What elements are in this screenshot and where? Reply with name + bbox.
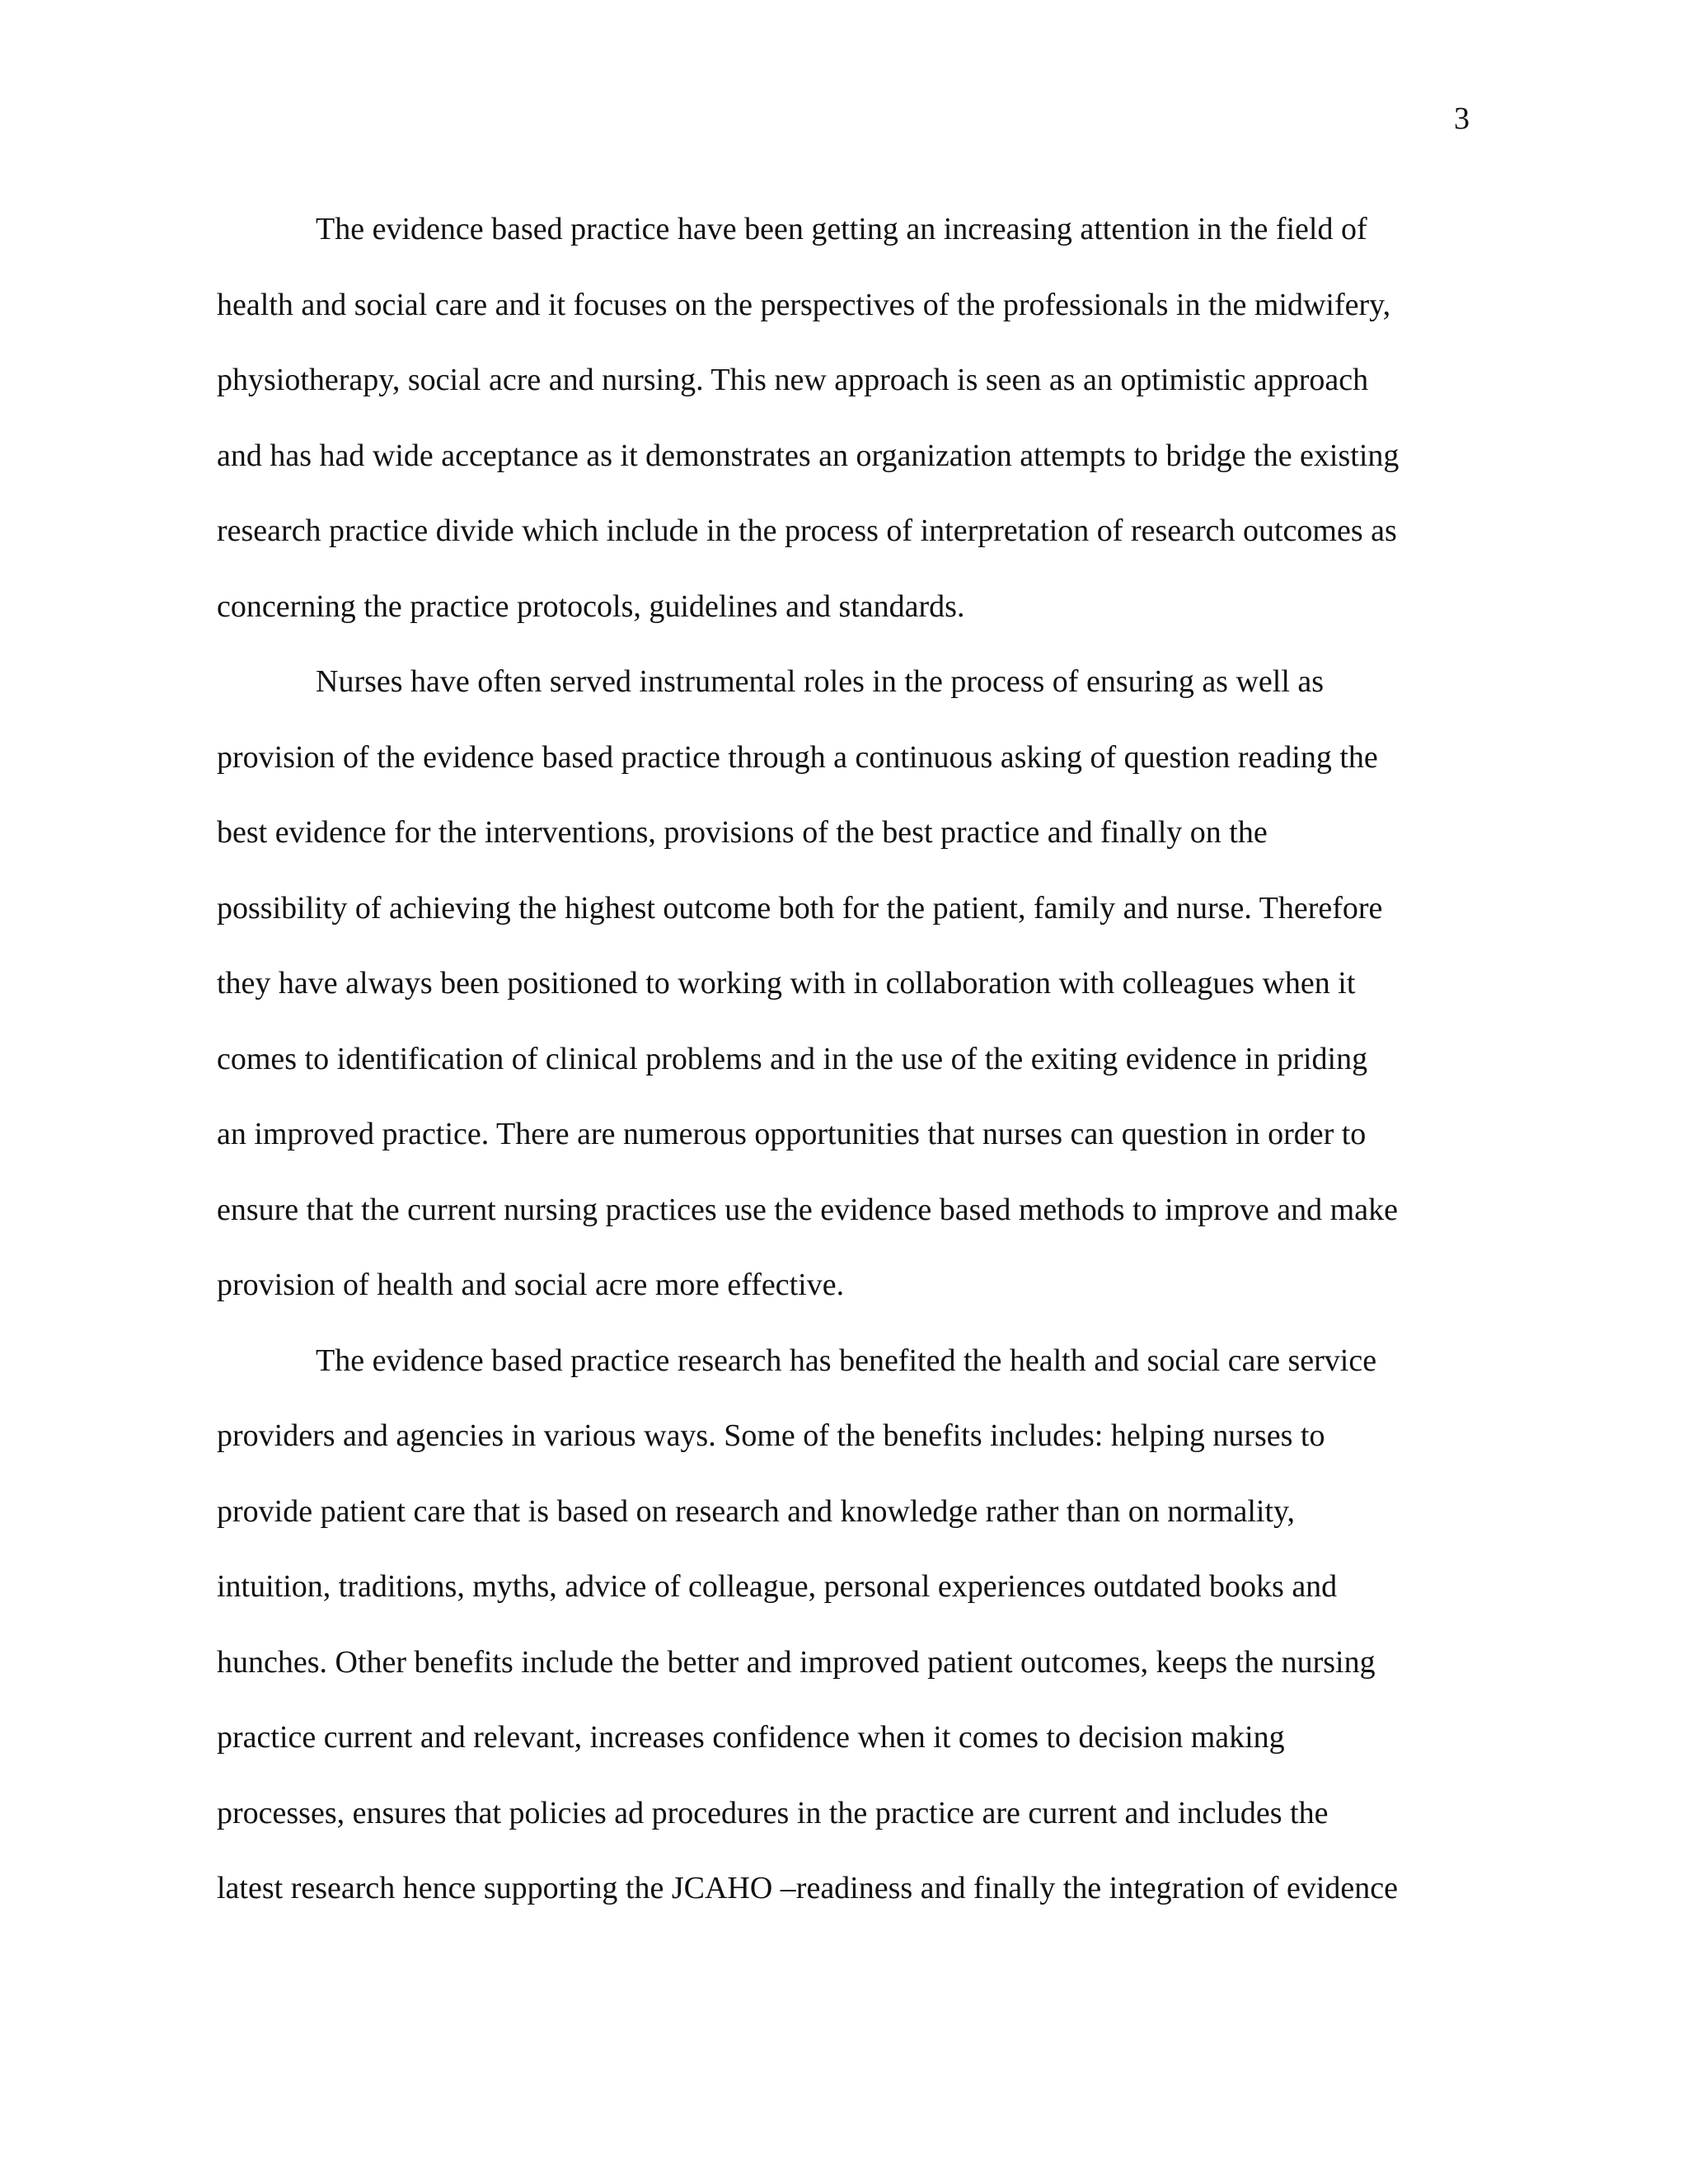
text-line: providers and agencies in various ways. Some of the benefits includes: helping nurses to bbox=[217, 1418, 1325, 1453]
paragraph-2 bbox=[217, 644, 1478, 1324]
text-line: latest research hence supporting the JCAHO –readiness and finally the integration of evidence bbox=[217, 1871, 1398, 1905]
text-line: Nurses have often served instrumental roles in the process of ensuring as well as bbox=[316, 664, 1325, 699]
text-line: The evidence based practice research has benefited the health and social care service bbox=[316, 1343, 1377, 1378]
text-line: health and social care and it focuses on the perspectives of the professionals in the midwifery, bbox=[217, 287, 1391, 322]
text-line: processes, ensures that policies ad procedures in the practice are current and includes the bbox=[217, 1795, 1329, 1830]
paragraph-1 bbox=[217, 192, 1478, 644]
page-number: 3 bbox=[1454, 101, 1470, 136]
text-line: possibility of achieving the highest outcome both for the patient, family and nurse. Therefore bbox=[217, 890, 1383, 926]
text-line: ensure that the current nursing practices use the evidence based methods to improve and make bbox=[217, 1192, 1398, 1227]
text-line: The evidence based practice have been getting an increasing attention in the field of bbox=[316, 212, 1367, 246]
text-line: physiotherapy, social acre and nursing. This new approach is seen as an optimistic approach bbox=[217, 363, 1369, 397]
text-line: an improved practice. There are numerous opportunities that nurses can question in order to bbox=[217, 1117, 1367, 1151]
text-line: best evidence for the interventions, provisions of the best practice and finally on the bbox=[217, 815, 1268, 850]
text-line: research practice divide which include in the process of interpretation of research outcomes as bbox=[217, 513, 1397, 548]
document-body bbox=[217, 192, 1478, 1927]
text-line: provide patient care that is based on research and knowledge rather than on normality, bbox=[217, 1493, 1296, 1529]
text-line: provision of health and social acre more effective. bbox=[217, 1268, 845, 1302]
text-line: concerning the practice protocols, guidelines and standards. bbox=[217, 588, 965, 624]
paragraph-3 bbox=[217, 1324, 1478, 1927]
text-line: they have always been positioned to working with in collaboration with colleagues when it bbox=[217, 966, 1356, 1001]
text-line: comes to identification of clinical problems and in the use of the exiting evidence in priding bbox=[217, 1041, 1368, 1076]
text-line: and has had wide acceptance as it demonstrates an organization attempts to bridge the existing bbox=[217, 438, 1400, 473]
text-line: practice current and relevant, increases confidence when it comes to decision making bbox=[217, 1720, 1285, 1755]
text-line: intuition, traditions, myths, advice of colleague, personal experiences outdated books and bbox=[217, 1569, 1338, 1604]
text-line: provision of the evidence based practice through a continuous asking of question reading the bbox=[217, 739, 1378, 775]
text-line: hunches. Other benefits include the better and improved patient outcomes, keeps the nursing bbox=[217, 1644, 1376, 1680]
